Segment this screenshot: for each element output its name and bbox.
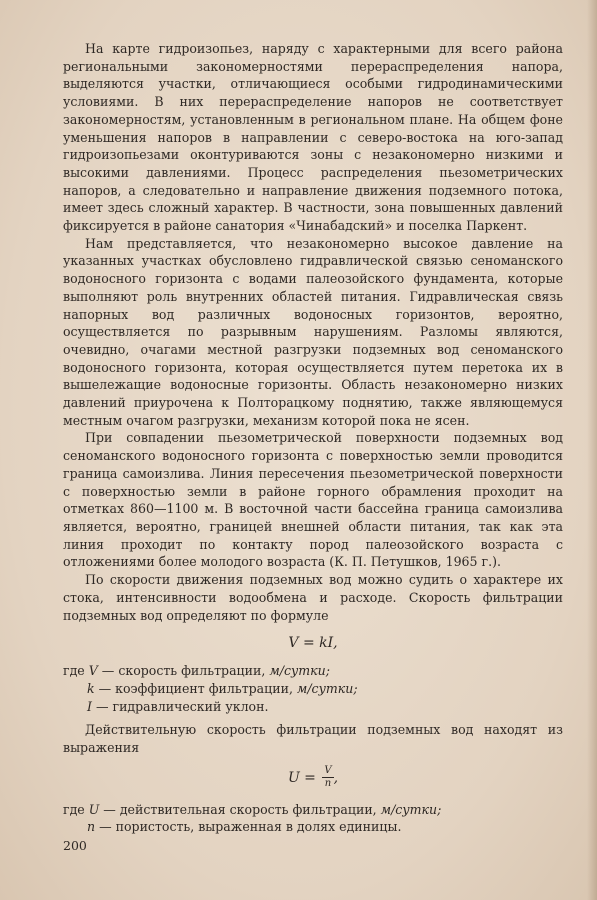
- definition-symbol: n: [87, 819, 96, 835]
- definition-prefix: где: [63, 801, 85, 817]
- definitions-list-1: [63, 662, 563, 715]
- definition-symbol: k: [87, 680, 95, 696]
- paragraph-2: Нам представляется, что незакономерно высокое давление на указанных участках обусловлено гидравлической связью сеноманского водоносного горизонта с водами палеозойского фундамента, которые выполняют роль внутренних областей питания. Гидравлическая связь напорных вод различных водоносных горизонтов, вероятно, осуществляется по разрывным нарушениям. Разломы являются, очевидно, очагами местной разгрузки подземных вод сеноманского водоносного горизонта, которая осуществляется путем перетока их в вышележащие водоносные горизонты. Область незакономерно низких давлений приурочена к Полторацкому поднятию, также являющемуся местным очагом разгрузки, механизм которой пока не ясен.: [63, 235, 563, 428]
- page-number: 200: [63, 838, 87, 853]
- definitions-list-2: [63, 801, 563, 836]
- formula-numerator: V: [324, 765, 332, 777]
- definition-unit: м/сутки;: [296, 680, 358, 696]
- paragraph-5: Действительную скорость фильтрации подземных вод находят из выражения: [63, 722, 563, 756]
- paragraph-4: По скорости движения подземных вод можно судить о характере их стока, интенсивности водообмена и расходе. Скорость фильтрации подземных вод определяют по формуле: [63, 572, 563, 623]
- paragraph-1: На карте гидроизопьез, наряду с характерными для всего района региональными закономерностями перераспределения напора, выделяются участки, отличающиеся особыми гидродинамическими условиями. В них перераспределение напоров не соответствует закономерностям, установленным в региональном плане. На общем фоне уменьшения напоров в направлении с северо-востока на юго-запад гидроизопьезами оконтуриваются зоны с незакономерно низкими и высокими давлениями. Процесс распределения пьезометрических напоров, а следовательно и направление движения подземного потока, имеет здесь сложный характер. В частности, зона повышенных давлений фиксируется в районе санатория «Чинабадский» и поселка Паркент.: [63, 41, 563, 234]
- definition-prefix: где: [63, 663, 85, 679]
- definition-line: [63, 662, 563, 680]
- formula-fraction: [322, 765, 333, 790]
- page-body: [63, 40, 563, 836]
- definition-symbol: V: [88, 663, 98, 679]
- definition-symbol: I: [87, 698, 92, 714]
- definition-symbol: U: [88, 801, 100, 817]
- formula-filtration-velocity: V = kI,: [288, 635, 338, 652]
- page-edge-shadow: [587, 0, 597, 900]
- definition-unit: м/сутки;: [269, 663, 330, 679]
- definition-unit: м/сутки;: [380, 801, 442, 817]
- definition-text: — коэффициент фильтрации,: [94, 680, 297, 696]
- definition-text: — пористость, выраженная в долях единицы.: [95, 819, 402, 835]
- definition-line: [63, 698, 563, 716]
- definition-text: — скорость фильтрации,: [97, 663, 270, 679]
- definition-line: [63, 801, 563, 819]
- paragraph-3: При совпадении пьезометрической поверхности подземных вод сеноманского водоносного горизонта с поверхностью земли проводится граница самоизлива. Линия пересечения пьезометрической поверхности с поверхностью земли в районе горного обрамления проходит на отметках 860—1100 м. В восточной части бассейна граница самоизлива является, вероятно, границей внешней области питания, так как эта линия проходит по контакту пород палеозойского возраста с отложениями более молодого возраста (К. П. Петушков, 1965 г.).: [63, 430, 563, 570]
- formula-tail: ,: [333, 769, 339, 786]
- definition-text: — действительная скорость фильтрации,: [99, 801, 381, 817]
- formula-denominator: n: [324, 778, 332, 790]
- formula-lhs: U =: [287, 769, 316, 786]
- definition-line: [63, 818, 563, 836]
- definition-text: — гидравлический уклон.: [91, 698, 269, 714]
- definition-line: [63, 680, 563, 698]
- formula-actual-velocity: [63, 761, 563, 795]
